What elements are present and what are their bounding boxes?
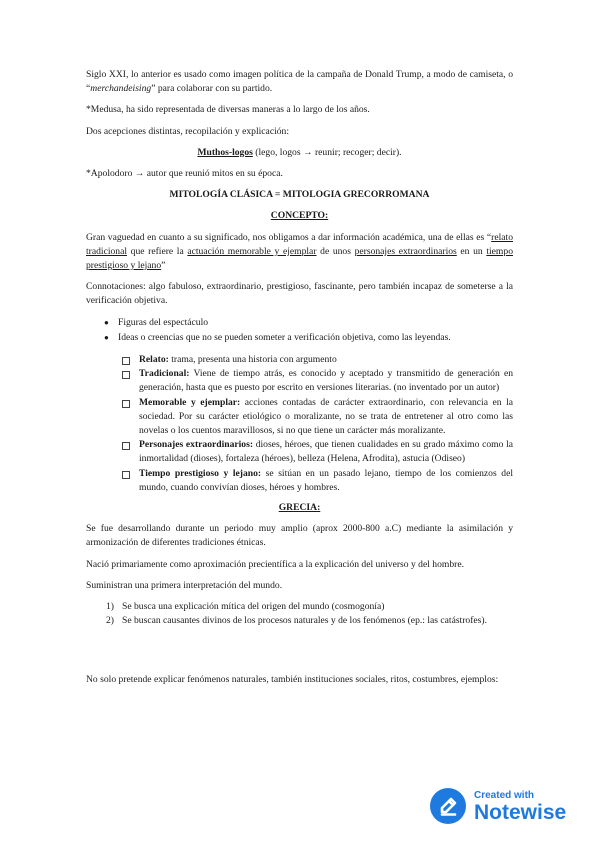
heading-concepto: CONCEPTO:	[270, 210, 329, 222]
paragraph-last: No solo pretende explicar fenómenos naturales, también instituciones sociales, ritos, costumbres, ejemplos:	[86, 673, 499, 685]
list-item: ● Ideas o creencias que no se pueden someter a verificación objetiva, como las leyendas.	[106, 331, 513, 345]
bullet-icon: ●	[104, 332, 109, 342]
box-bullet-icon	[122, 442, 130, 450]
notewise-badge	[430, 782, 586, 830]
box-bullet-icon	[122, 357, 130, 365]
box-bullet-icon	[122, 471, 130, 479]
list-item: 2) Se buscan causantes divinos de los procesos naturales y de los fenómenos (ep.: las catástrofes).	[106, 615, 487, 627]
definition-item: Tradicional: Viene de tiempo atrás, es conocido y aceptado y transmitido de generación en generación, hasta que es puesto por escrito en versiones literarias. (no inventado por un autor)	[122, 367, 513, 395]
numbered-list	[86, 600, 513, 628]
paragraph-medusa: *Medusa, ha sido representada de diversas maneras a lo largo de los años.	[86, 104, 370, 116]
paragraph-grecia-3: Suministran una primera interpretación del mundo.	[86, 579, 283, 591]
document-page	[86, 68, 513, 694]
paragraph-acepciones: Dos acepciones distintas, recopilación y explicación:	[86, 125, 290, 137]
box-bullet-icon	[122, 371, 130, 379]
definition-list	[86, 353, 513, 495]
paragraph-trump: Siglo XXI, lo anterior es usado como imagen política de la campaña de Donald Trump, a modo de camiseta, o “merchandeising” para colaborar con su partido.	[86, 69, 513, 95]
paragraph-grecia-2: Nació primariamente como aproximación precientífica a la explicación del universo y del hombre.	[86, 558, 465, 570]
created-with-label: Created with	[474, 790, 535, 801]
definition-item: Memorable y ejemplar: acciones contadas de carácter extraordinario, con relevancia en la sociedad. Por su carácter etiológico o moralizante, no se trata de entretener al otro como las novelas o los cuentos maravillosos, si no que tiene un carácter más moralizante.	[122, 396, 513, 439]
bullet-list	[86, 316, 513, 345]
bullet-icon: ●	[104, 317, 109, 327]
spacer	[86, 637, 513, 673]
list-item: 1) Se busca una explicación mítica del origen del mundo (cosmogonía)	[106, 601, 385, 613]
definition-item: Tiempo prestigioso y lejano: se sitúan en un pasado lejano, tiempo de los comienzos del mundo, cuando convivían dioses, héroes y hombres.	[122, 467, 513, 495]
merchandising-term: merchandeising	[90, 83, 152, 95]
list-item: ● Figuras del espectáculo	[106, 316, 513, 330]
definition-item: Relato: trama, presenta una historia con argumento	[122, 353, 513, 367]
notewise-wordmark: Notewise	[474, 801, 567, 824]
paragraph-apolodoro: *Apolodoro → autor que reunió mitos en su época.	[86, 168, 283, 180]
heading-grecia: GRECIA:	[278, 502, 321, 514]
notewise-logo	[430, 788, 466, 824]
mythos-logos-line: Muthos-logos (lego, logos → reunir; recoger; decir).	[197, 146, 402, 158]
paragraph-concepto: Gran vaguedad en cuanto a su significado, nos obligamos a dar información académica, una de ellas es “relato tradicional que refiere la actuación memorable y ejemplar de unos personajes extraordinarios en un tiempo prestigioso y lejano”	[86, 231, 513, 272]
pencil-icon	[430, 788, 466, 824]
definition-item: Personajes extraordinarios: dioses, héroes, que tienen cualidades en su grado máximo como la inmortalidad (dioses), fortaleza (héroes), belleza (Helena, Afrodita), astucia (Odiseo)	[122, 438, 513, 466]
heading-mitologia: MITOLOGÍA CLÁSICA = MITOLOGIA GRECORROMANA	[169, 189, 430, 201]
paragraph-connotaciones: Connotaciones: algo fabuloso, extraordinario, prestigioso, fascinante, pero también incapaz de someterse a la verificación objetiva.	[86, 281, 513, 307]
paragraph-grecia-1: Se fue desarrollando durante un periodo muy amplio (aprox 2000-800 a.C) mediante la asimilación y armonización de diferentes tradiciones étnicas.	[86, 523, 513, 549]
box-bullet-icon	[122, 400, 130, 408]
